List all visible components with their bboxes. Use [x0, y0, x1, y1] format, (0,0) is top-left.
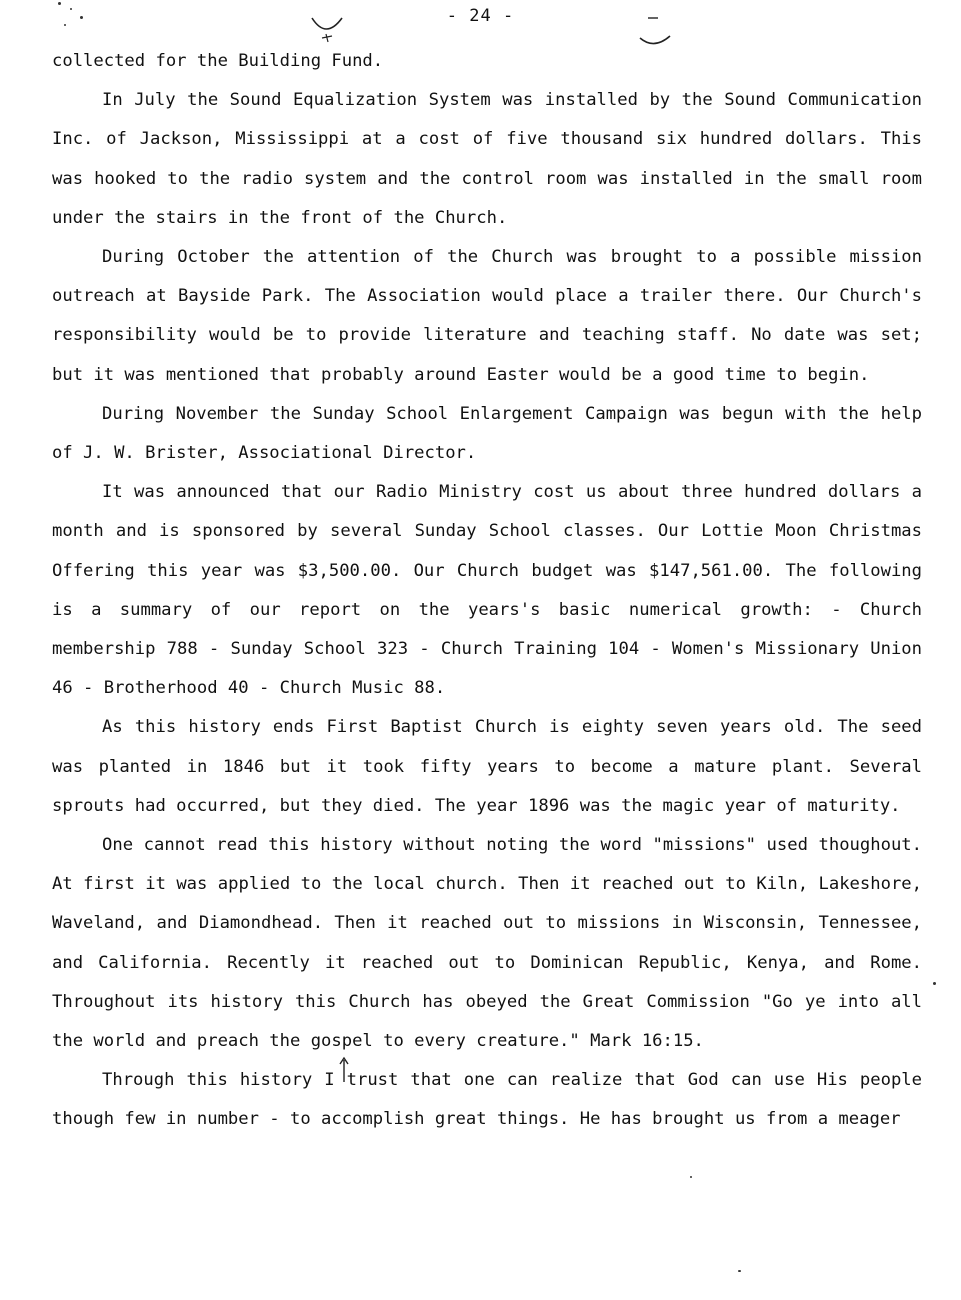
scan-speck [70, 8, 72, 10]
paragraph: In July the Sound Equalization System was installed by the Sound Communication Inc. of Jackson, Mississippi at a cost of five thousand six hundred dollars. This was hooked to the radio system and the control room was installed in the small room under the stairs in the front of the Church. [52, 90, 922, 228]
pen-mark-top-center [308, 14, 348, 44]
scan-speck [80, 16, 83, 19]
paragraph: As this history ends First Baptist Church is eighty seven years old. The seed was planted in 1846 but it took fifty years to become a mature plant. Several sprouts had occurred, but they died. The year 1896 was the magic year of maturity. [52, 717, 922, 816]
paragraph: Through this history I trust that one can realize that God can use His people though few in number - to accomplish great things. He has brought us from a meager [52, 1070, 922, 1130]
scan-speck [690, 1176, 692, 1178]
scan-speck [933, 982, 936, 985]
paragraph: One cannot read this history without noting the word "missions" used thoughout. At first it was applied to the local church. Then it reached out to Kiln, Lakeshore, Waveland, and Diamondhead. Then it reached out to missions in Wisconsin, Tennessee, and California. Recently it reached out to Dominican Republic, Kenya, and Rome. Throughout its history this Church has obeyed the Great Commission "Go ye into all the world and preach the gospel to every creature." Mark 16:15. [52, 835, 922, 1052]
scan-speck [58, 2, 61, 5]
scan-speck [738, 1270, 741, 1272]
scan-speck [64, 24, 66, 26]
page-number: - 24 - [446, 6, 515, 26]
paragraph: collected for the Building Fund. [52, 51, 384, 71]
paragraph: It was announced that our Radio Ministry cost us about three hundred dollars a month and is sponsored by several Sunday School classes. Our Lottie Moon Christmas Offering this year was $3,500.00. Our Church budget was $147,561.00. The following is a summary of our report on the years's basic numerical growth: - Church membership 788 - Sunday School 323 - Church Training 104 - Women's Missionary Union 46 - Brotherhood 40 - Church Music 88. [52, 482, 922, 699]
paragraph: During October the attention of the Church was brought to a possible mission outreach at Bayside Park. The Association would place a trailer there. Our Church's responsibility would be to provide literature and teaching staff. No date was set; but it was mentioned that probably around Easter would be a good time to begin. [52, 247, 922, 385]
paragraph: During November the Sunday School Enlargement Campaign was begun with the help of J. W. Brister, Associational Director. [52, 403, 922, 464]
document-body [52, 42, 922, 1140]
